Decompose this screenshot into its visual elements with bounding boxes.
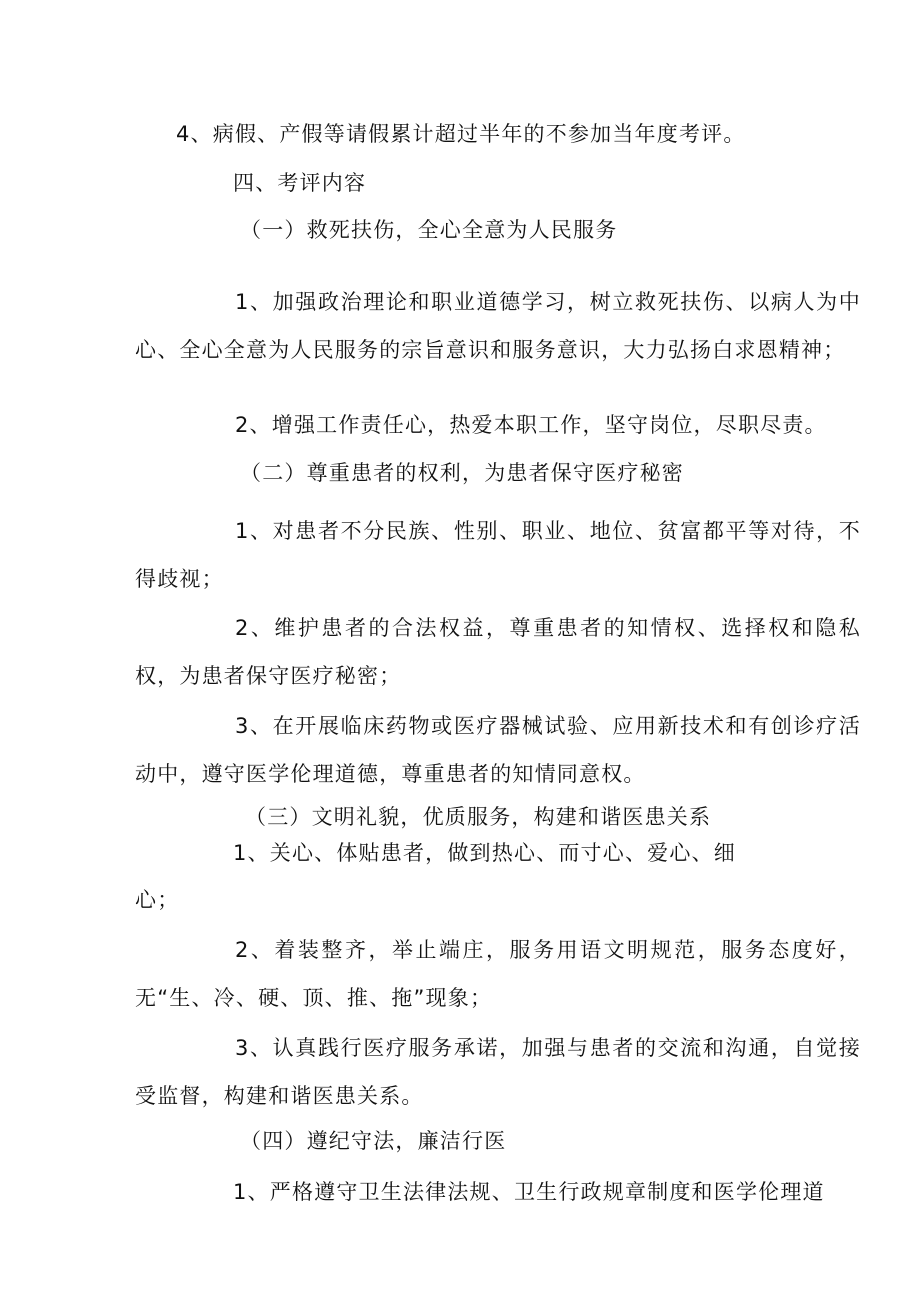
paragraph-1-2: 2、增强工作责任心，热爱本职工作，坚守岗位，尽职尽责。 (235, 413, 827, 437)
paragraph-sick-leave: 4、病假、产假等请假累计超过半年的不参加当年度考评。 (176, 122, 746, 146)
paragraph-2-3: 3、在开展临床药物或医疗器械试验、应用新技术和有创诊疗活动中，遵守医学伦理道德，尊重患者的知情同意权。 (135, 714, 861, 786)
subsection-heading-3: （三）文明礼貌，优质服务，构建和谐医患关系 (245, 805, 712, 829)
paragraph-3-2: 2、着装整齐，举止端庄，服务用语文明规范，服务态度好，无“生、冷、硬、顶、推、拖”现象； (135, 938, 861, 1010)
subsection-heading-2: （二）尊重患者的权利，为患者保守医疗秘密 (240, 461, 684, 485)
paragraph-1-1: 1、加强政治理论和职业道德学习，树立救死扶伤、以病人为中心、全心全意为人民服务的宗旨意识和服务意识，大力弘扬白求恩精神； (135, 290, 861, 362)
paragraph-3-1: 1、关心、体贴患者，做到热心、而寸心、爱心、细 (233, 841, 736, 865)
subsection-heading-4: （四）遵纪守法，廉洁行医 (240, 1129, 507, 1153)
paragraph-3-1-continued: 心； (135, 888, 180, 912)
paragraph-2-1: 1、对患者不分民族、性别、职业、地位、贫富都平等对待，不得歧视； (135, 519, 861, 591)
paragraph-4-1: 1、严格遵守卫生法律法规、卫生行政规章制度和医学伦理道 (233, 1180, 825, 1204)
paragraph-2-2: 2、维护患者的合法权益，尊重患者的知情权、选择权和隐私权，为患者保守医疗秘密； (135, 616, 861, 688)
paragraph-3-3: 3、认真践行医疗服务承诺，加强与患者的交流和沟通，自觉接受监督，构建和谐医患关系。 (135, 1036, 861, 1108)
section-heading-4: 四、考评内容 (233, 171, 367, 195)
subsection-heading-1: （一）救死扶伤，全心全意为人民服务 (240, 218, 618, 242)
